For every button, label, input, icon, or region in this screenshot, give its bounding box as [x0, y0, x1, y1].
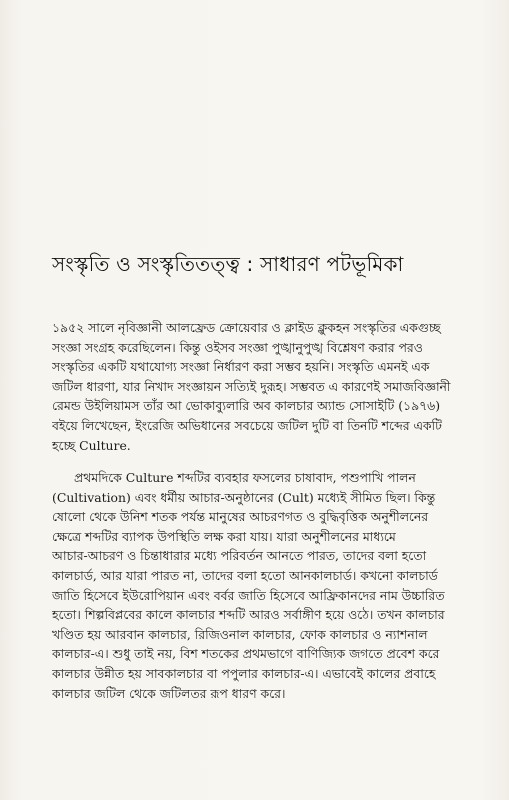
paragraph-line: কালচার-এ। শুধু তাই নয়, বিশ শতকের প্রথমভাগে বাণিজ্যিক জগতে প্রবেশ করে: [52, 646, 440, 662]
paragraph-line: কালচার জটিল থেকে জটিলতর রূপ ধারণ করে।: [52, 685, 286, 701]
paragraph-line: খণ্ডিত হয় আরবান কালচার, রিজিওনাল কালচার, ফোক কালচার ও ন্যাশনাল: [52, 626, 428, 642]
paragraph-line: (Cultivation) এবং ধর্মীয় আচার-অনুষ্ঠানের (Cult) মধ্যেই সীমিত ছিল। কিন্তু: [52, 489, 436, 505]
paragraph-line: বইয়ে লিখেছেন, ইংরেজি অভিধানের সবচেয়ে জটিল দুটি বা তিনটি শব্দের একটি: [52, 417, 442, 433]
paragraph-line: রেমন্ড উইলিয়ামস তাঁর আ ভোকাব্যুলারি অব কালচার অ্যান্ড সোসাইটি (১৯৭৬): [52, 398, 441, 414]
paragraph-line: ১৯৫২ সালে নৃবিজ্ঞানী আলফ্রেড ক্রোয়েবার ও ক্লাইড ক্লুকহন সংস্কৃতির একগুচ্ছ: [52, 320, 441, 335]
paragraph-line: ক্ষেত্রে শব্দটির ব্যাপক উপস্থিতি লক্ষ করা যায়। যারা অনুশীলনের মাধ্যমে: [52, 528, 396, 544]
chapter-title: সংস্কৃতি ও সংস্কৃতিতত্ত্ব : সাধারণ পটভূমিকা: [52, 252, 404, 276]
paragraph-line: হচ্ছে Culture.: [52, 437, 131, 453]
paragraph-1: [52, 318, 464, 455]
paragraph-line: সংস্কৃতির একটি যথাযোগ্য সংজ্ঞা নির্ধারণ করা সম্ভব হয়নি। সংস্কৃতি এমনই এক: [52, 359, 430, 375]
paragraph-line: সংজ্ঞা সংগ্রহ করেছিলেন। কিন্তু ওইসব সংজ্ঞা পুঙ্খানুপুঙ্খ বিশ্লেষণ করার পরও: [52, 339, 423, 355]
paragraph-line: জটিল ধারণা, যার নিখাদ সংজ্ঞায়ন সত্যিই দুরূহ। সম্ভবত এ কারণেই সমাজবিজ্ঞানী: [52, 378, 451, 394]
paragraph-line: আচার-আচরণ ও চিন্তাধারার মধ্যে পরিবর্তন আনতে পারত, তাদের বলা হতো: [52, 548, 427, 564]
paragraph-line: প্রথমদিকে Culture শব্দটির ব্যবহার ফসলের চাষাবাদ, পশুপাখি পালন: [74, 470, 416, 485]
paragraph-line: কালচার্ড, আর যারা পারত না, তাদের বলা হতো আনকালচার্ড। কখনো কালচার্ড: [52, 567, 438, 583]
paragraph-2: [52, 468, 464, 703]
paragraph-line: হতো। শিল্পবিপ্লবের কালে কালচার শব্দটি আরও সর্বাঙ্গীণ হয়ে ওঠে। তখন কালচার: [52, 607, 445, 623]
paragraph-line: কালচার উন্নীত হয় সাবকালচার বা পপুলার কালচার-এ। এভাবেই কালের প্রবাহে: [52, 665, 436, 681]
paragraph-line: জাতি হিসেবে ইউরোপিয়ান এবং বর্বর জাতি হিসেবে আফ্রিকানদের নাম উচ্চারিত: [52, 587, 445, 603]
paragraph-line: ষোলো থেকে উনিশ শতক পর্যন্ত মানুষের আচরণগত ও বুদ্ধিবৃত্তিক অনুশীলনের: [52, 509, 429, 525]
